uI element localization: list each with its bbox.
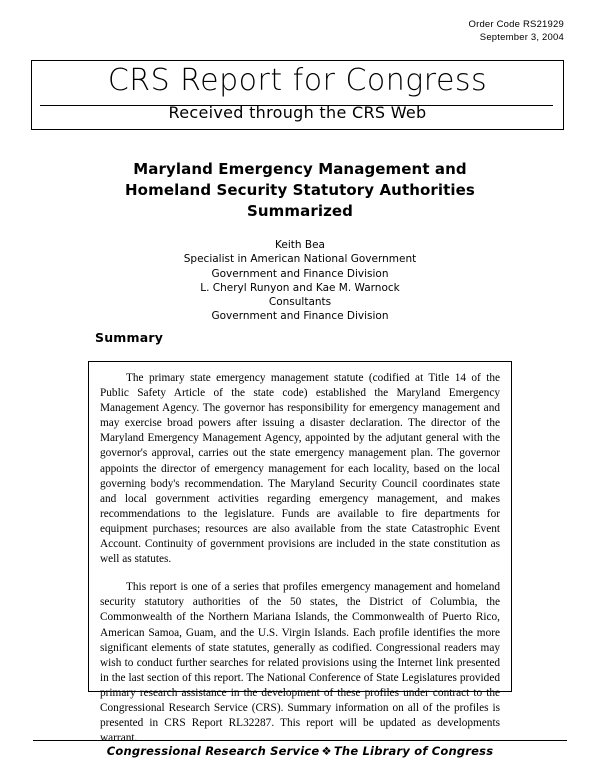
summary-paragraph-1: The primary state emergency management statute (codified at Title 14 of the Public Safety Article of the state code) established the Maryland Emergency Management Agency. The governor has responsibility for emergency management and may exercise broad powers after issuing a disaster declaration. The director of the Maryland Emergency Management Agency, appointed by the adjutant general with the governor's approval, carries out the state emergency management plan. The governor appoints the director of emergency management for each locality, based on the local governing body's recommendation. The Maryland Security Council coordinates state and local government activities regarding emergency management, and makes recommendations to the legislature. Funds are available to fire departments for equipment purchases; resources are also available from the state Catastrophic Event Account. Continuity of government provisions are included in the state constitution as well as statutes.: [100, 372, 500, 566]
page-title: [90, 159, 510, 222]
author-division: Government and Finance Division: [211, 267, 389, 280]
consultant-division: Government and Finance Division: [211, 310, 389, 323]
masthead-subtitle: Received through the CRS Web: [168, 103, 427, 122]
order-code-block: [469, 18, 565, 44]
summary-box: [88, 361, 512, 745]
footer: [33, 744, 567, 758]
summary-paragraph-2: This report is one of a series that profiles emergency management and homeland security statutory authorities of the 50 states, the District of Columbia, the Commonwealth of the Northern Mariana Islands, the Commonwealth of Puerto Rico, American Samoa, Guam, and the U.S. Virgin Islands. Each profile identifies the more significant elements of state statutes, generally as codified. Congressional readers may wish to conduct further searches for related provisions using the Internet link presented in the last section of this report. The National Conference of State Legislatures provided primary research assistance in the development of these profiles under contract to the Congressional Research Service (CRS). Summary information on all of the profiles is presented in CRS Report RL32287. This report will be updated as developments warrant.: [100, 581, 500, 745]
author-block: [90, 238, 510, 324]
footer-divider: [33, 740, 567, 741]
consultant-names: L. Cheryl Runyon and Kae M. Warnock: [200, 281, 400, 294]
consultant-role: Consultants: [268, 296, 332, 309]
masthead-divider: [40, 105, 553, 106]
title-line-3: Summarized: [246, 202, 354, 220]
order-code: Order Code RS21929: [468, 19, 564, 30]
crs-masthead-box: [31, 60, 564, 130]
report-date: September 3, 2004: [479, 32, 564, 43]
diamond-icon: ❖: [321, 744, 332, 758]
footer-library: The Library of Congress: [333, 744, 494, 758]
footer-agency: Congressional Research Service: [106, 744, 320, 758]
author-name: Keith Bea: [275, 239, 325, 251]
summary-heading: Summary: [95, 330, 164, 345]
masthead-title: CRS Report for Congress: [107, 63, 488, 98]
title-line-1: Maryland Emergency Management and: [133, 160, 467, 178]
author-role: Specialist in American National Government: [183, 253, 417, 266]
title-line-2: Homeland Security Statutory Authorities: [125, 181, 475, 199]
